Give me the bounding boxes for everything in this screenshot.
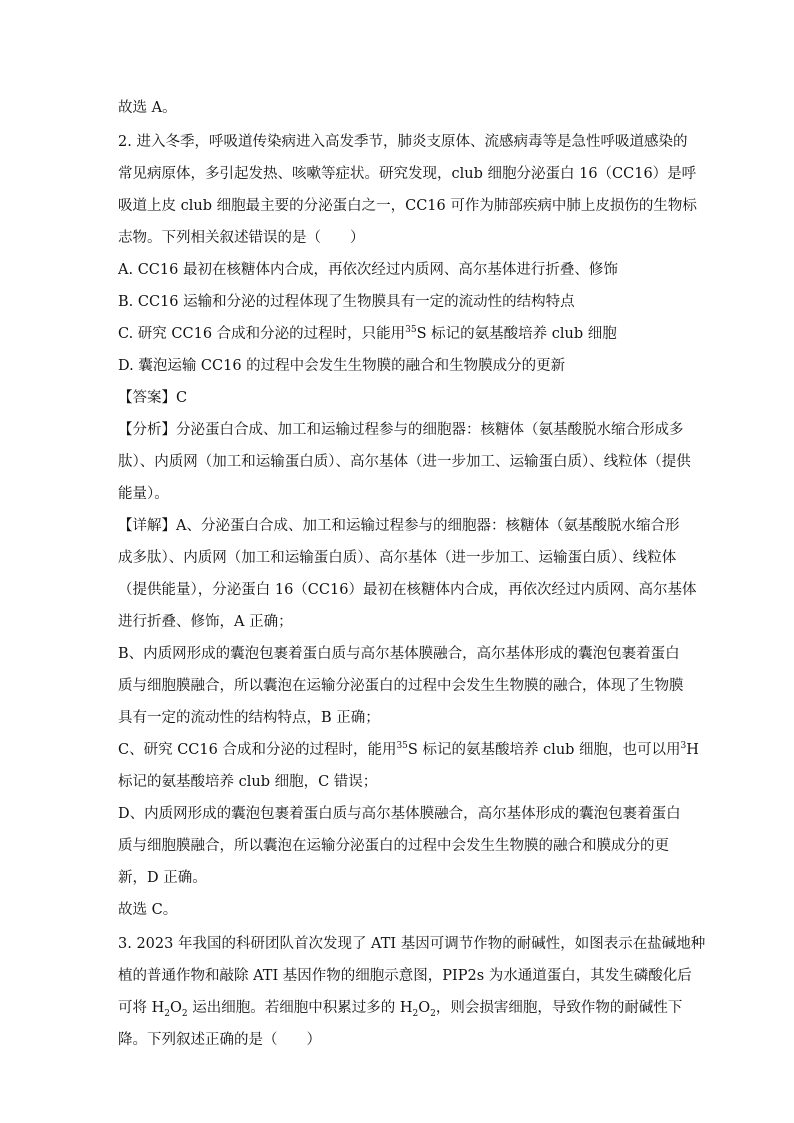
explanation-b-line-1: B、内质网形成的囊泡包裹着蛋白质与高尔基体膜融合，高尔基体形成的囊泡包裹着蛋白 [118, 646, 680, 662]
explanation-d-line-2: 质与细胞膜融合，所以囊泡在运输分泌蛋白的过程中会发生生物膜的融合和膜成分的更 [118, 838, 669, 854]
analysis-line-2: 肽）、内质网（加工和运输蛋白质）、高尔基体（进一步加工、运输蛋白质）、线粒体（提供 [118, 454, 691, 470]
isotope-mass-number: 35 [396, 741, 408, 752]
question-3-stem-line-3 [118, 998, 683, 1019]
explanation-c-line-2: 标记的氨基酸培养 club 细胞，C 错误； [118, 774, 378, 790]
q3-part-5: ，则会损害细胞，导致作物的耐碱性下 [435, 1000, 683, 1016]
question-2-stem-line-3: 吸道上皮 club 细胞最主要的分泌蛋白之一，CC16 可作为肺部疾病中肺上皮损伤的生物标 [118, 198, 697, 214]
q3-part-4: O [418, 1000, 431, 1016]
answer-line: 【答案】C [118, 390, 188, 406]
option-a: A. CC16 最初在核糖体内合成，再依次经过内质网、高尔基体进行折叠、修饰 [118, 262, 618, 278]
option-b: B. CC16 运输和分泌的过程体现了生物膜具有一定的流动性的结构特点 [118, 294, 575, 310]
explanation-c-part-2: S 标记的氨基酸培养 club 细胞，也可以用 [407, 742, 681, 758]
explanation-b-line-3: 具有一定的流动性的结构特点，B 正确； [118, 710, 380, 726]
q3-part-1: 可将 H [118, 1000, 165, 1016]
explanation-d-line-3: 新，D 正确。 [118, 870, 207, 886]
explanation-c-part-1: C、研究 CC16 合成和分泌的过程时，能用 [118, 742, 397, 758]
question-3-stem-line-2: 植的普通作物和敲除 ATI 基因作物的细胞示意图，PIP2s 为水通道蛋白，其发生磷酸化后 [118, 968, 692, 984]
subscript: 2 [430, 1008, 436, 1019]
text-line: 故选 A。 [118, 100, 177, 116]
question-2-stem-line-4: 志物。下列相关叙述错误的是（ ） [118, 230, 365, 246]
question-2-stem-line-1: 2. 进入冬季，呼吸道传染病进入高发季节，肺炎支原体、流感病毒等是急性呼吸道感染的 [118, 134, 688, 150]
isotope-mass-number: 35 [405, 325, 417, 336]
question-3-stem-line-4: 降。下列叙述正确的是（ ） [118, 1032, 321, 1048]
analysis-line-1: 【分析】分泌蛋白合成、加工和运输过程参与的细胞器：核糖体（氨基酸脱水缩合形成多 [118, 422, 684, 438]
q3-part-2: O [170, 1000, 182, 1016]
option-d: D. 囊泡运输 CC16 的过程中会发生生物膜的融合和生物膜成分的更新 [118, 358, 566, 374]
explanation-d-line-1: D、内质网形成的囊泡包裹着蛋白质与高尔基体膜融合，高尔基体形成的囊泡包裹着蛋白 [118, 806, 681, 822]
isotope-mass-number: 3 [680, 741, 687, 752]
text-line: 故选 C。 [118, 902, 178, 918]
option-c-part-1: C. 研究 CC16 合成和分泌的过程时，只能用 [118, 326, 406, 342]
q3-part-3: 运出细胞。若细胞中积累过多的 H [187, 1000, 413, 1016]
subscript: 2 [412, 1008, 419, 1019]
question-2-stem-line-2: 常见病原体，多引起发热、咳嗽等症状。研究发现，club 细胞分泌蛋白 16（CC16）是呼 [118, 166, 697, 182]
explanation-c-part-3: H [686, 742, 699, 758]
option-c [118, 324, 678, 344]
subscript: 2 [164, 1008, 170, 1019]
explanation-a-line-4: 进行折叠、修饰，A 正确； [118, 614, 293, 630]
explanation-c-line-1 [118, 740, 699, 760]
explanation-a-line-1: 【详解】A、分泌蛋白合成、加工和运输过程参与的细胞器：核糖体（氨基酸脱水缩合形 [118, 518, 680, 534]
analysis-line-3: 能量）。 [118, 486, 169, 502]
subscript: 2 [181, 1008, 188, 1019]
question-3-stem-line-1: 3. 2023 年我国的科研团队首次发现了 ATI 基因可调节作物的耐碱性，如图表示在盐碱地种 [118, 936, 706, 952]
option-c-part-2: S 标记的氨基酸培养 club 细胞 [416, 326, 617, 342]
explanation-b-line-2: 质与细胞膜融合，所以囊泡在运输分泌蛋白的过程中会发生生物膜的融合，体现了生物膜 [118, 678, 684, 694]
explanation-a-line-3: （提供能量），分泌蛋白 16（CC16）最初在核糖体内合成，再依次经过内质网、高尔基体 [118, 582, 697, 598]
explanation-a-line-2: 成多肽）、内质网（加工和运输蛋白质）、高尔基体（进一步加工、运输蛋白质）、线粒体 [118, 550, 677, 566]
